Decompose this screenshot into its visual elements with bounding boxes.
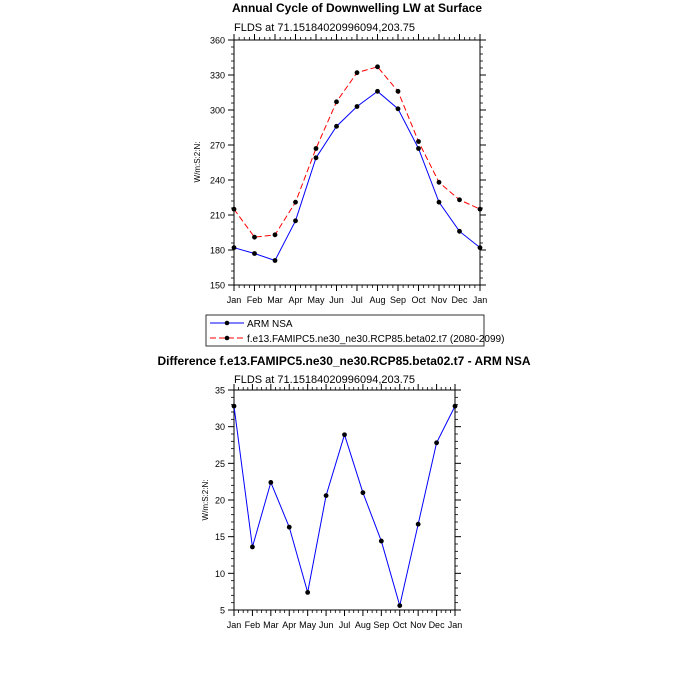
chart1-series-1-point: [457, 197, 462, 202]
chart1-series-0-point: [416, 146, 421, 151]
chart2-title: Difference f.e13.FAMIPC5.ne30_ne30.RCP85.beta02.t7 - ARM NSA: [157, 354, 531, 368]
chart2-ytick-label: 15: [214, 532, 225, 543]
chart1-series-1-point: [334, 99, 339, 104]
chart1-series-0-point: [437, 200, 442, 205]
chart2-series-0-point: [379, 539, 384, 544]
chart1-series-0-point: [293, 218, 298, 223]
chart1-series-0-point: [457, 229, 462, 234]
chart1-series-0-point: [396, 106, 401, 111]
chart1-series-1-point: [314, 146, 319, 151]
chart1-series-1-point: [355, 70, 360, 75]
chart2-xtick-label: Sep: [373, 620, 390, 630]
chart2-xtick-label: Oct: [392, 620, 407, 630]
chart1-xtick-label: Sep: [389, 295, 407, 305]
chart1-series-1-point: [293, 200, 298, 205]
chart1-xtick-label: Feb: [246, 295, 263, 305]
chart1-xtick-label: Jun: [329, 295, 344, 305]
chart2-series-0-point: [250, 545, 255, 550]
chart2-xtick-label: Aug: [354, 620, 371, 630]
chart1-legend: [206, 315, 504, 346]
legend-marker-model: [225, 336, 230, 341]
chart1-series-1-line: [234, 67, 480, 237]
chart1-series-0-point: [314, 155, 319, 160]
chart2-series-0-point: [324, 493, 329, 498]
chart1-plot-frame: [234, 40, 480, 285]
chart1-xtick-label: Aug: [369, 295, 386, 305]
chart1-xtick-label: May: [307, 295, 325, 305]
chart1-xtick-label: Mar: [267, 295, 283, 305]
chart2-ytick-label: 5: [219, 605, 225, 616]
chart1-series-0-point: [252, 251, 257, 256]
chart1-series-1-point: [232, 207, 237, 212]
chart1-series-1-point: [396, 89, 401, 94]
chart1-series-1-point: [375, 64, 380, 69]
chart1-title: Annual Cycle of Downwelling LW at Surface: [231, 1, 483, 15]
chart2-series-0-point: [434, 440, 439, 445]
chart2-xtick-label: Jan: [447, 620, 463, 630]
chart1-xtick-label: Apr: [288, 295, 303, 305]
chart1-series-0-point: [232, 245, 237, 250]
chart2-ytick-label: 25: [214, 458, 225, 469]
chart2-series-0-point: [287, 525, 292, 530]
chart2-series-0-point: [361, 490, 366, 495]
chart2-series-0-point: [268, 480, 273, 485]
chart1-series-0-line: [234, 91, 480, 260]
chart1-ytick-label: 210: [209, 210, 225, 221]
chart1-ytick-label: 270: [209, 140, 225, 151]
chart1-series-1-point: [252, 235, 257, 240]
chart2-xtick-label: Apr: [282, 620, 297, 630]
chart2-xtick-label: May: [299, 620, 317, 630]
chart2-series-0-point: [232, 404, 237, 409]
chart1-xtick-label: Jan: [472, 295, 488, 305]
chart1-xtick-label: Jan: [226, 295, 242, 305]
chart1-xtick-label: Oct: [411, 295, 426, 305]
annual-cycle-chart: [193, 1, 487, 305]
chart2-xtick-label: Jul: [338, 620, 351, 630]
chart2-series-0-point: [416, 522, 421, 527]
chart2-xtick-label: Jun: [318, 620, 334, 630]
legend-label-model: f.e13.FAMIPC5.ne30_ne30.RCP85.beta02.t7 (2080-2099): [247, 334, 505, 345]
chart2-ytick-label: 30: [214, 422, 225, 433]
chart2-series-0-point: [453, 404, 458, 409]
chart1-series-0-point: [273, 258, 278, 263]
chart2-xtick-label: Mar: [263, 620, 279, 630]
chart2-plot-frame: [234, 390, 455, 610]
chart2-xtick-label: Dec: [428, 620, 445, 630]
chart1-series-1-point: [478, 207, 483, 212]
chart1-ytick-label: 240: [209, 175, 225, 186]
chart2-ytick-label: 20: [214, 495, 225, 506]
chart1-xtick-label: Dec: [451, 295, 468, 305]
chart1-series-0-point: [355, 104, 360, 109]
chart1-series-1-point: [416, 139, 421, 144]
chart2-ytick-label: 35: [214, 385, 225, 396]
chart1-series-0-point: [478, 245, 483, 250]
chart1-ytick-label: 330: [209, 70, 225, 81]
difference-chart: [157, 354, 530, 630]
chart2-subtitle: FLDS at 71.15184020996094,203.75: [234, 374, 416, 386]
legend-label-arm: ARM NSA: [247, 319, 293, 330]
chart1-subtitle: FLDS at 71.15184020996094,203.75: [234, 22, 416, 34]
chart1-ytick-label: 150: [209, 280, 225, 291]
chart2-series-0-point: [305, 590, 310, 595]
chart1-series-1-point: [273, 232, 278, 237]
legend-marker-arm: [225, 321, 230, 326]
chart2-xtick-label: Nov: [410, 620, 427, 630]
chart1-series-0-point: [334, 124, 339, 129]
chart1-ytick-label: 180: [209, 245, 225, 256]
chart1-ytick-label: 360: [209, 35, 225, 46]
chart2-xtick-label: Feb: [244, 620, 261, 630]
chart2-series-0-point: [342, 432, 347, 437]
chart2-ylabel: W/m:S:2:N:: [201, 479, 210, 521]
chart2-xtick-label: Jan: [226, 620, 242, 630]
chart1-series-1-point: [437, 180, 442, 185]
chart1-series-0-point: [375, 89, 380, 94]
chart2-ytick-label: 10: [214, 568, 225, 579]
chart1-ytick-label: 300: [209, 105, 225, 116]
chart1-xtick-label: Nov: [430, 295, 448, 305]
chart2-series-0-point: [397, 603, 402, 608]
chart1-xtick-label: Jul: [351, 295, 363, 305]
chart1-ylabel: W/m:S:2:N:: [193, 141, 202, 183]
